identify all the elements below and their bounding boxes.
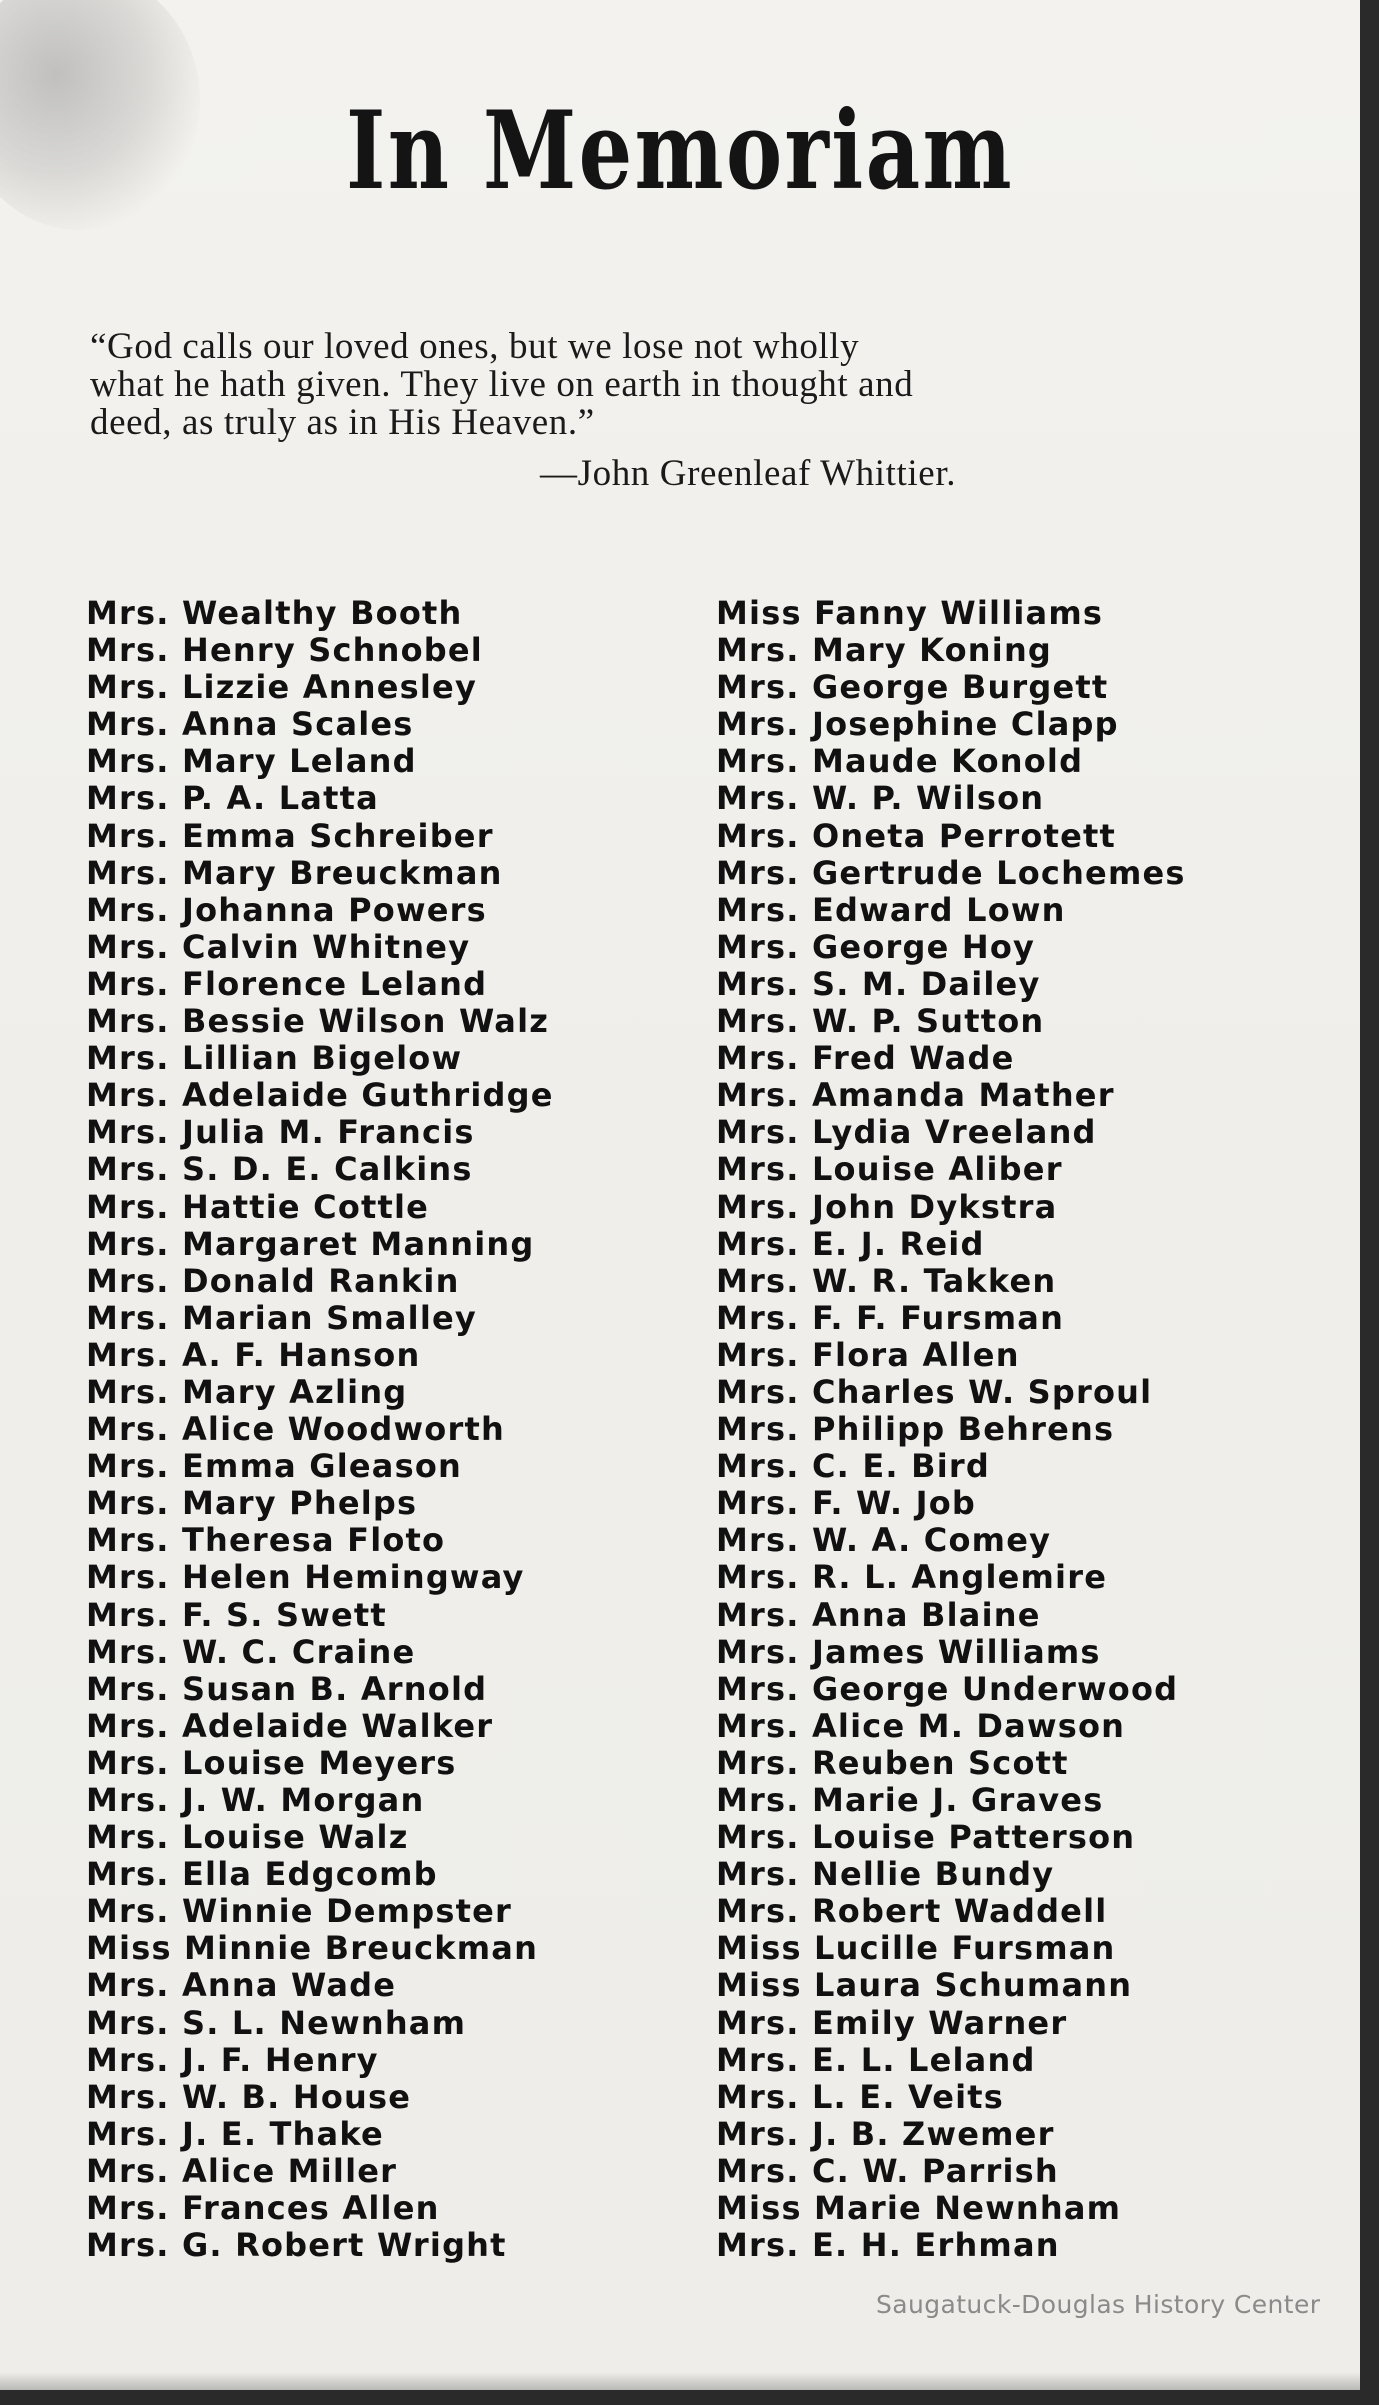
memorial-name: Mrs. Anna Scales [86,705,414,744]
memorial-name: Mrs. F. W. Job [716,1484,977,1523]
memorial-name: Mrs. W. R. Takken [716,1261,1057,1300]
memorial-name: Mrs. Florence Leland [86,964,488,1003]
memorial-name: Mrs. W. P. Sutton [716,1002,1045,1041]
memorial-name: Mrs. Alice Miller [86,2151,398,2190]
memorial-name: Mrs. Susan B. Arnold [86,1669,488,1708]
quote-line: “God calls our loved ones, but we lose not wholly [90,326,860,367]
memorial-name: Mrs. Alice Woodworth [86,1410,505,1449]
memorial-name: Mrs. Johanna Powers [86,890,487,929]
memorial-name: Miss Lucille Fursman [716,1929,1116,1968]
memorial-name: Mrs. J. W. Morgan [86,1781,425,1819]
memorial-name: Mrs. Louise Patterson [716,1818,1136,1857]
memorial-name: Mrs. Maude Konold [716,742,1084,781]
memorial-name: Mrs. E. L. Leland [716,2040,1036,2079]
memorial-name: Mrs. Josephine Clapp [716,705,1119,744]
memorial-name: Mrs. S. L. Newnham [86,2003,467,2042]
memorial-name: Mrs. Adelaide Walker [86,1706,494,1745]
memorial-name: Mrs. J. E. Thake [86,2114,384,2153]
memorial-name: Mrs. Gertrude Lochemes [716,853,1186,892]
memorial-name: Mrs. Marie J. Graves [716,1781,1104,1819]
memorial-name: Mrs. Anna Blaine [716,1595,1041,1634]
memorial-name: Mrs. Winnie Dempster [86,1892,512,1931]
memorial-name: Mrs. Louise Walz [86,1818,409,1857]
memorial-name: Mrs. R. L. Anglemire [716,1558,1108,1597]
memorial-quote [90,328,1352,442]
memorial-name: Mrs. Emily Warner [716,2003,1068,2042]
memorial-name: Mrs. C. W. Parrish [716,2151,1059,2190]
memorial-name: Mrs. Louise Aliber [716,1150,1063,1189]
memorial-name: Mrs. Reuben Scott [716,1743,1069,1782]
memorial-name: Mrs. Marian Smalley [86,1298,477,1337]
memorial-name: Miss Laura Schumann [716,1966,1133,2005]
memorial-name: Mrs. Anna Wade [86,1966,397,2005]
memorial-name: Mrs. P. A. Latta [86,779,379,818]
memorial-name: Mrs. Julia M. Francis [86,1113,475,1152]
memorial-name: Mrs. Mary Koning [716,631,1053,670]
names-column-left [86,595,554,2264]
memorial-name: Mrs. George Underwood [716,1669,1179,1708]
memorial-name: Mrs. Mary Azling [86,1372,408,1411]
page-title: In Memoriam [346,88,1014,214]
memorial-name: Mrs. Lillian Bigelow [86,1039,463,1078]
memorial-name: Mrs. Philipp Behrens [716,1410,1115,1449]
memorial-name: Mrs. Wealthy Booth [86,594,463,632]
memorial-name: Mrs. W. C. Craine [86,1632,416,1671]
memorial-name: Mrs. Oneta Perrotett [716,816,1116,855]
memorial-name: Mrs. George Burgett [716,668,1109,707]
quote-attribution: —John Greenleaf Whittier. [540,453,957,494]
memorial-name: Miss Fanny Williams [716,594,1104,632]
memorial-name: Mrs. W. B. House [86,2077,412,2116]
memorial-name: Mrs. Alice M. Dawson [716,1706,1126,1745]
memorial-name: Mrs. G. Robert Wright [86,2226,507,2265]
memorial-name: Mrs. Margaret Manning [86,1224,535,1263]
memorial-name: Mrs. Mary Phelps [86,1484,418,1523]
memorial-name: Mrs. E. H. Erhman [716,2226,1060,2265]
memorial-name: Mrs. Mary Leland [86,742,417,781]
memorial-name: Mrs. Adelaide Guthridge [86,1076,554,1115]
memorial-name: Mrs. F. F. Fursman [716,1298,1065,1337]
memorial-name: Mrs. A. F. Hanson [86,1335,421,1374]
quote-line: deed, as truly as in His Heaven.” [90,402,595,443]
memorial-name: Mrs. S. D. E. Calkins [86,1150,473,1189]
memorial-name: Mrs. James Williams [716,1632,1101,1671]
memorial-name: Mrs. Mary Breuckman [86,853,503,892]
memorial-name: Mrs. Louise Meyers [86,1743,457,1782]
memorial-name: Mrs. C. E. Bird [716,1447,990,1486]
history-center-watermark: Saugatuck-Douglas History Center [876,2290,1321,2319]
memorial-name: Mrs. Amanda Mather [716,1076,1115,1115]
memorial-name: Mrs. W. A. Comey [716,1521,1052,1560]
memorial-name: Mrs. Charles W. Sproul [716,1372,1153,1411]
names-column-right [716,595,1186,2264]
memorial-name: Mrs. Theresa Floto [86,1521,446,1560]
memorial-name: Mrs. Emma Gleason [86,1447,462,1486]
memorial-name: Mrs. Hattie Cottle [86,1187,430,1226]
memorial-name: Miss Marie Newnham [716,2189,1122,2228]
memorial-name: Mrs. Helen Hemingway [86,1558,525,1597]
page-edge-shadow [0,2372,1360,2390]
memorial-name: Mrs. Frances Allen [86,2189,440,2228]
memorial-name: Mrs. Edward Lown [716,890,1066,929]
memorial-name: Mrs. Robert Waddell [716,1892,1108,1931]
memorial-name: Mrs. Henry Schnobel [86,631,483,670]
memorial-name: Mrs. E. J. Reid [716,1224,985,1263]
memorial-name: Mrs. Ella Edgcomb [86,1855,438,1894]
memorial-name: Mrs. Donald Rankin [86,1261,460,1300]
memorial-name: Mrs. Nellie Bundy [716,1855,1055,1894]
memorial-name: Mrs. S. M. Dailey [716,964,1041,1003]
memorial-name: Mrs. John Dykstra [716,1187,1058,1226]
memorial-name: Mrs. Lydia Vreeland [716,1113,1097,1152]
memorial-name: Mrs. Emma Schreiber [86,816,494,855]
memorial-name: Mrs. J. F. Henry [86,2040,379,2079]
memorial-name: Mrs. Lizzie Annesley [86,668,477,707]
memorial-name: Mrs. W. P. Wilson [716,779,1045,818]
memorial-name: Mrs. Bessie Wilson Walz [86,1002,550,1041]
memorial-name: Miss Minnie Breuckman [86,1929,539,1968]
memorial-name: Mrs. Flora Allen [716,1335,1020,1374]
memorial-name: Mrs. Fred Wade [716,1039,1015,1078]
memorial-name: Mrs. J. B. Zwemer [716,2114,1055,2153]
memorial-name: Mrs. L. E. Veits [716,2077,1005,2116]
memorial-name: Mrs. F. S. Swett [86,1595,387,1634]
memorial-name: Mrs. George Hoy [716,927,1036,966]
quote-line: what he hath given. They live on earth in thought and [90,364,914,405]
memorial-name: Mrs. Calvin Whitney [86,927,471,966]
